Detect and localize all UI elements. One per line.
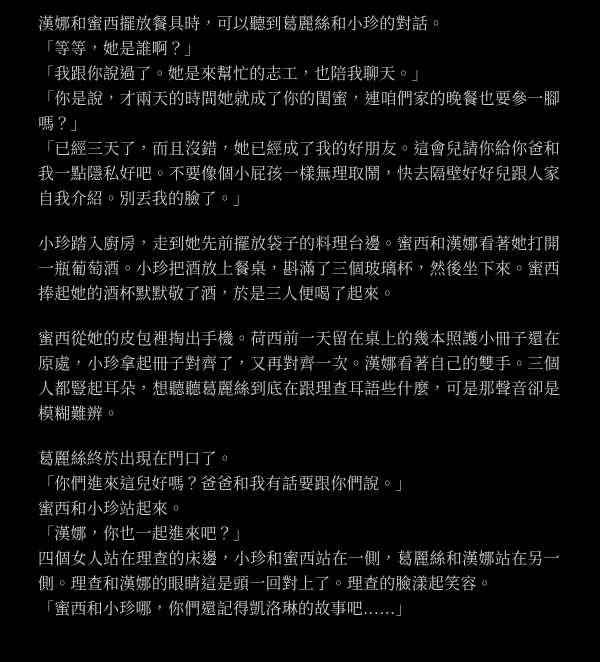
paragraph: 「你是說，才兩天的時間她就成了你的閨蜜，連咱們家的晚餐也要參一腳嗎？」 — [38, 91, 560, 133]
paragraph: 小珍踏入廚房，走到她先前擺放袋子的料理台邊。蜜西和漢娜看著她打開一瓶葡萄酒。小珍把酒放上餐桌，斟滿了三個玻璃杯，然後坐下來。蜜西捧起她的酒杯默默敬了酒，於是三人便喝了起來。 — [38, 236, 560, 303]
paragraph: 「已經三天了，而且沒錯，她已經成了我的好朋友。這會兒請你給你爸和我一點隱私好吧。不要像個小屁孩一樣無理取鬧，快去隔壁好好兒跟人家自我介紹。別丟我的臉了。」 — [38, 141, 560, 208]
paragraph-block — [38, 327, 560, 427]
paragraph: 「漢娜，你也一起進來吧？」 — [38, 526, 250, 543]
paragraph: 「我跟你說過了。她是來幫忙的志工，也陪我聊天。」 — [38, 66, 429, 83]
paragraph: 漢娜和蜜西擺放餐具時，可以聽到葛麗絲和小珍的對話。 — [38, 16, 445, 33]
paragraph: 「等等，她是誰啊？」 — [38, 41, 201, 58]
paragraph-block — [38, 12, 560, 212]
paragraph: 「你們進來這兒好嗎？爸爸和我有話要跟你們說。」 — [38, 476, 412, 493]
paragraph: 蜜西從她的皮包裡掏出手機。荷西前一天留在桌上的幾本照護小冊子還在原處，小珍拿起冊子對齊了，又再對齊一次。漢娜看著自己的雙手。三個人都豎起耳朵，想聽聽葛麗絲到底在跟理查耳語些什麼，可是那聲音卻是模糊難辨。 — [38, 331, 560, 423]
paragraph: 葛麗絲終於出現在門口了。 — [38, 451, 234, 468]
paragraph: 「蜜西和小珍哪，你們還記得凱洛琳的故事吧……」 — [38, 601, 412, 618]
paragraph-block — [38, 232, 560, 307]
paragraph: 蜜西和小珍站起來。 — [38, 501, 185, 518]
paragraph-block — [38, 447, 560, 622]
paragraph: 四個女人站在理查的床邊，小珍和蜜西站在一側，葛麗絲和漢娜站在另一側。理查和漢娜的眼睛這是頭一回對上了。理查的臉漾起笑容。 — [38, 551, 560, 593]
